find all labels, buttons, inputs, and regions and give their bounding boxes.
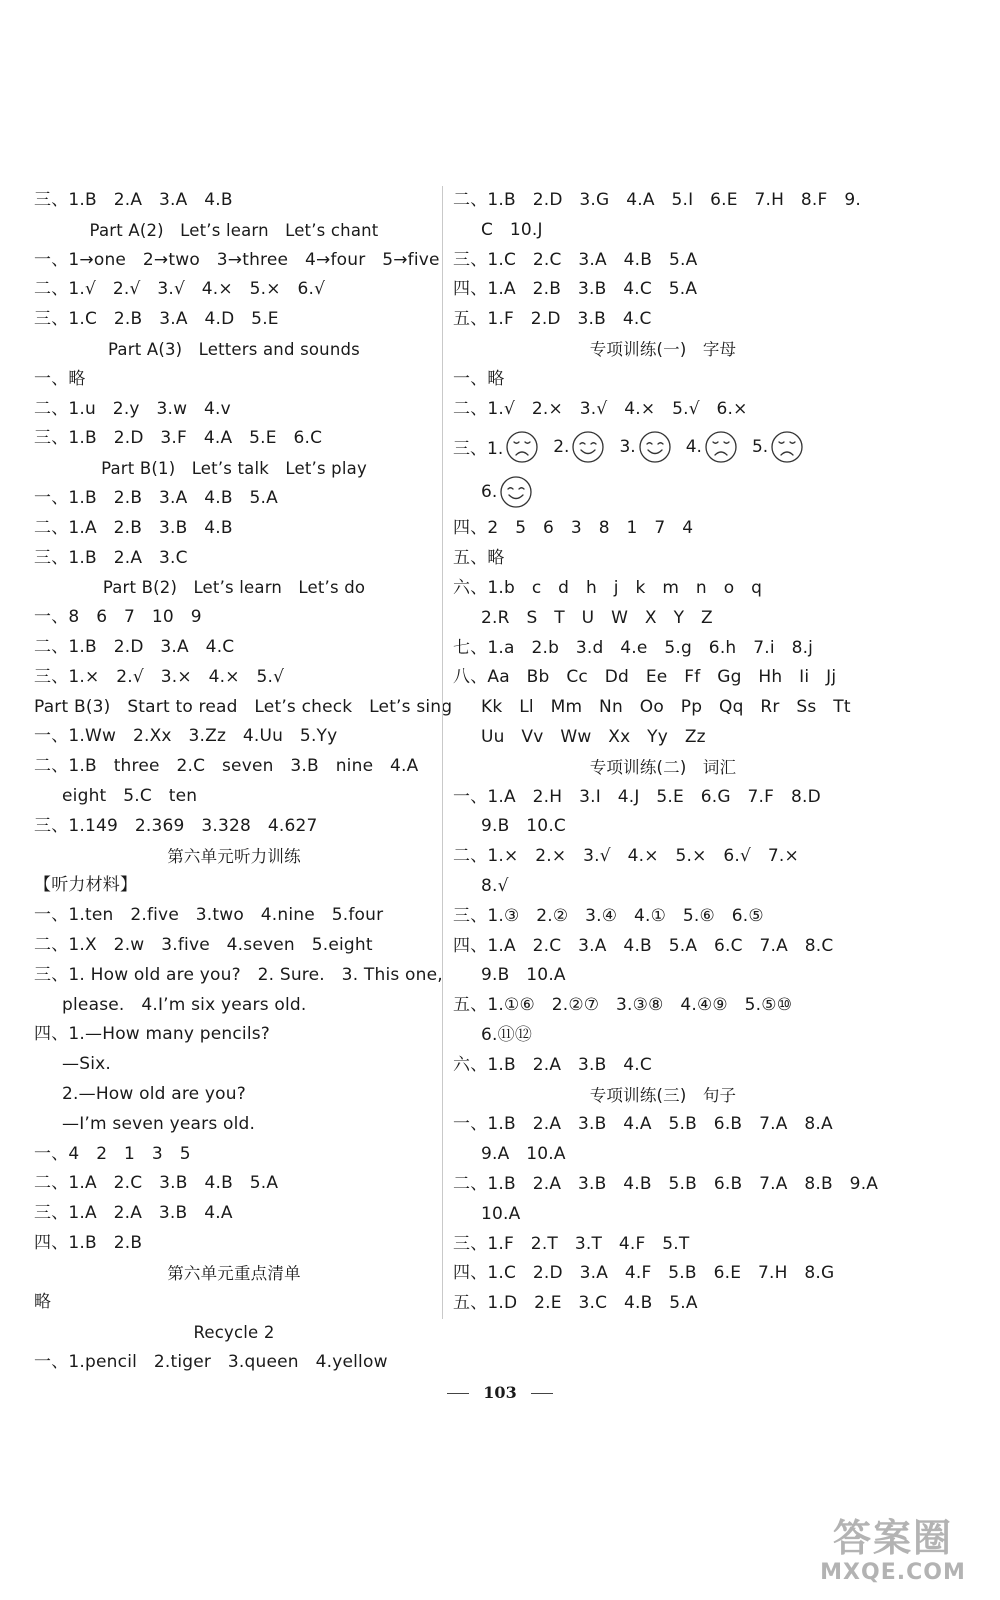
- answer-line: C 10.J: [481, 219, 543, 240]
- answer-line: 一、8 6 7 10 9: [34, 607, 202, 628]
- right-column-top: [453, 186, 873, 424]
- answer-line: Kk Ll Mm Nn Oo Pp Qq Rr Ss Tt: [481, 697, 851, 718]
- answer-line: 二、1.B 2.D 3.A 4.C: [34, 636, 235, 657]
- answer-line: 二、1.X 2.w 3.five 4.seven 5.eight: [34, 934, 373, 955]
- page-number: [0, 1383, 1000, 1402]
- section-heading: 第六单元听力训练: [167, 846, 301, 866]
- smiley-answers: [453, 424, 873, 514]
- answer-line: 三、1.A 2.A 3.B 4.A: [34, 1203, 233, 1224]
- answer-line: 一、1.A 2.H 3.I 4.J 5.E 6.G 7.F 8.D: [453, 786, 821, 807]
- answer-line: 一、略: [453, 368, 505, 389]
- answer-line: 9.A 10.A: [481, 1144, 566, 1165]
- section-heading: 专项训练(二) 词汇: [589, 757, 737, 777]
- answer-line: 一、4 2 1 3 5: [34, 1143, 191, 1164]
- answer-line: 五、略: [453, 548, 505, 569]
- answer-line: 三、1.× 2.√ 3.× 4.× 5.√: [34, 666, 285, 687]
- answer-line: 三、1. How old are you? 2. Sure. 3. This one,: [34, 964, 443, 985]
- answer-line: 2.—How old are you?: [62, 1083, 246, 1104]
- question-number: 2.: [553, 436, 570, 457]
- answer-line: 二、1.B 2.A 3.B 4.B 5.B 6.B 7.A 8.B 9.A: [453, 1173, 879, 1194]
- answer-line: —Six.: [62, 1054, 111, 1075]
- answer-line: 六、1.B 2.A 3.B 4.C: [453, 1054, 652, 1075]
- answer-line: 五、1.D 2.E 3.C 4.B 5.A: [453, 1293, 698, 1314]
- answer-line: 五、1.F 2.D 3.B 4.C: [453, 309, 652, 330]
- question-number: 4.: [685, 436, 702, 457]
- section-heading: 专项训练(三) 句子: [589, 1085, 737, 1105]
- answer-line: 三、1.③ 2.② 3.④ 4.① 5.⑥ 6.⑤: [453, 905, 764, 926]
- answer-line: 略: [34, 1292, 52, 1313]
- watermark-logo: [808, 1516, 978, 1586]
- answer-line: Uu Vv Ww Xx Yy Zz: [481, 726, 706, 747]
- answer-line: 四、1.A 2.B 3.B 4.C 5.A: [453, 279, 698, 300]
- section-heading: Part B(1) Let’s talk Let’s play: [101, 459, 367, 479]
- answer-line: 9.B 10.A: [481, 965, 566, 986]
- answer-line: 【听力材料】: [34, 875, 138, 896]
- answer-line: 2.R S T U W X Y Z: [481, 607, 713, 628]
- sad-face-icon: [505, 430, 539, 464]
- section-heading: Recycle 2: [193, 1323, 275, 1343]
- answer-line: —I’m seven years old.: [62, 1113, 256, 1134]
- answer-line: 二、1.A 2.B 3.B 4.B: [34, 517, 233, 538]
- answer-line: please. 4.I’m six years old.: [62, 994, 307, 1015]
- answer-line: 二、1.B three 2.C seven 3.B nine 4.A: [34, 756, 419, 777]
- answer-line: 一、1.ten 2.five 3.two 4.nine 5.four: [34, 905, 384, 926]
- answer-line: 三、1.B 2.A 3.C: [34, 547, 188, 568]
- answer-line: 四、2 5 6 3 8 1 7 4: [453, 518, 694, 539]
- smiley-row: [453, 469, 873, 514]
- watermark-url: MXQE.COM: [820, 1560, 966, 1585]
- answer-line: 三、1.C 2.B 3.A 4.D 5.E: [34, 309, 279, 330]
- question-number: 三、1.: [453, 439, 504, 460]
- left-column: [34, 186, 453, 1378]
- answer-line: 六、1.b c d h j k m n o q: [453, 577, 763, 598]
- answer-line: 三、1.B 2.D 3.F 4.A 5.E 6.C: [34, 428, 323, 449]
- smiley-row: [453, 424, 873, 469]
- section-heading: Part A(3) Letters and sounds: [108, 339, 360, 359]
- answer-line: 二、1.B 2.D 3.G 4.A 5.I 6.E 7.H 8.F 9.: [453, 190, 861, 210]
- answer-line: 四、1.B 2.B: [34, 1232, 143, 1253]
- answer-line: Part B(3) Start to read Let’s check Let’s sing: [34, 696, 453, 717]
- answer-line: 一、1→one 2→two 3→three 4→four 5→five: [34, 249, 440, 270]
- watermark-title: 答案圈: [832, 1516, 953, 1560]
- answer-line: 三、1.149 2.369 3.328 4.627: [34, 815, 318, 836]
- answer-line: 二、1.√ 2.× 3.√ 4.× 5.√ 6.×: [453, 398, 748, 419]
- answer-line: 三、1.F 2.T 3.T 4.F 5.T: [453, 1233, 690, 1254]
- sad-face-icon: [770, 430, 804, 464]
- answer-line: 七、1.a 2.b 3.d 4.e 5.g 6.h 7.i 8.j: [453, 637, 814, 658]
- page-number-text: 103: [483, 1383, 517, 1402]
- answer-line: 八、Aa Bb Cc Dd Ee Ff Gg Hh Ii Jj: [453, 667, 837, 688]
- page-number-dash-left: [447, 1393, 469, 1394]
- answer-line: 一、1.B 2.B 3.A 4.B 5.A: [34, 487, 278, 508]
- question-number: 5.: [751, 436, 769, 457]
- section-heading: Part B(2) Let’s learn Let’s do: [102, 578, 366, 598]
- answer-line: 二、1.u 2.y 3.w 4.v: [34, 398, 231, 419]
- section-heading: 专项训练(一) 字母: [589, 339, 737, 359]
- answer-line: 三、1.B 2.A 3.A 4.B: [34, 190, 233, 210]
- question-number: 6.: [481, 481, 498, 502]
- answer-line: 一、1.Ww 2.Xx 3.Zz 4.Uu 5.Yy: [34, 726, 338, 747]
- answer-line: 五、1.①⑥ 2.②⑦ 3.③⑧ 4.④⑨ 5.⑤⑩: [453, 995, 793, 1016]
- answer-line: 一、略: [34, 368, 86, 389]
- page-number-dash-right: [531, 1393, 553, 1394]
- section-heading: Part A(2) Let’s learn Let’s chant: [89, 220, 379, 240]
- answer-line: eight 5.C ten: [62, 785, 198, 806]
- answer-line: 6.⑪⑫: [481, 1024, 533, 1045]
- sad-face-icon: [704, 430, 738, 464]
- answer-line: 二、1.× 2.× 3.√ 4.× 5.× 6.√ 7.×: [453, 846, 799, 867]
- happy-face-icon: [638, 430, 672, 464]
- right-column-bottom: [453, 514, 879, 1319]
- answer-line: 四、1.—How many pencils?: [34, 1024, 271, 1045]
- happy-face-icon: [571, 430, 605, 464]
- answer-line: 二、1.A 2.C 3.B 4.B 5.A: [34, 1173, 279, 1194]
- answer-line: 一、1.B 2.A 3.B 4.A 5.B 6.B 7.A 8.A: [453, 1114, 833, 1135]
- answer-line: 9.B 10.C: [481, 816, 566, 837]
- answer-line: 一、1.pencil 2.tiger 3.queen 4.yellow: [34, 1352, 388, 1373]
- question-number: 3.: [619, 436, 636, 457]
- happy-face-icon: [499, 475, 533, 509]
- section-heading: 第六单元重点清单: [167, 1263, 301, 1283]
- answer-line: 二、1.√ 2.√ 3.√ 4.× 5.× 6.√: [34, 279, 326, 300]
- answer-line: 三、1.C 2.C 3.A 4.B 5.A: [453, 249, 698, 270]
- answer-line: 四、1.C 2.D 3.A 4.F 5.B 6.E 7.H 8.G: [453, 1263, 835, 1284]
- answer-line: 四、1.A 2.C 3.A 4.B 5.A 6.C 7.A 8.C: [453, 935, 834, 956]
- answer-line: 10.A: [481, 1203, 521, 1224]
- right-column: [442, 186, 879, 1319]
- answer-line: 8.√: [481, 875, 509, 896]
